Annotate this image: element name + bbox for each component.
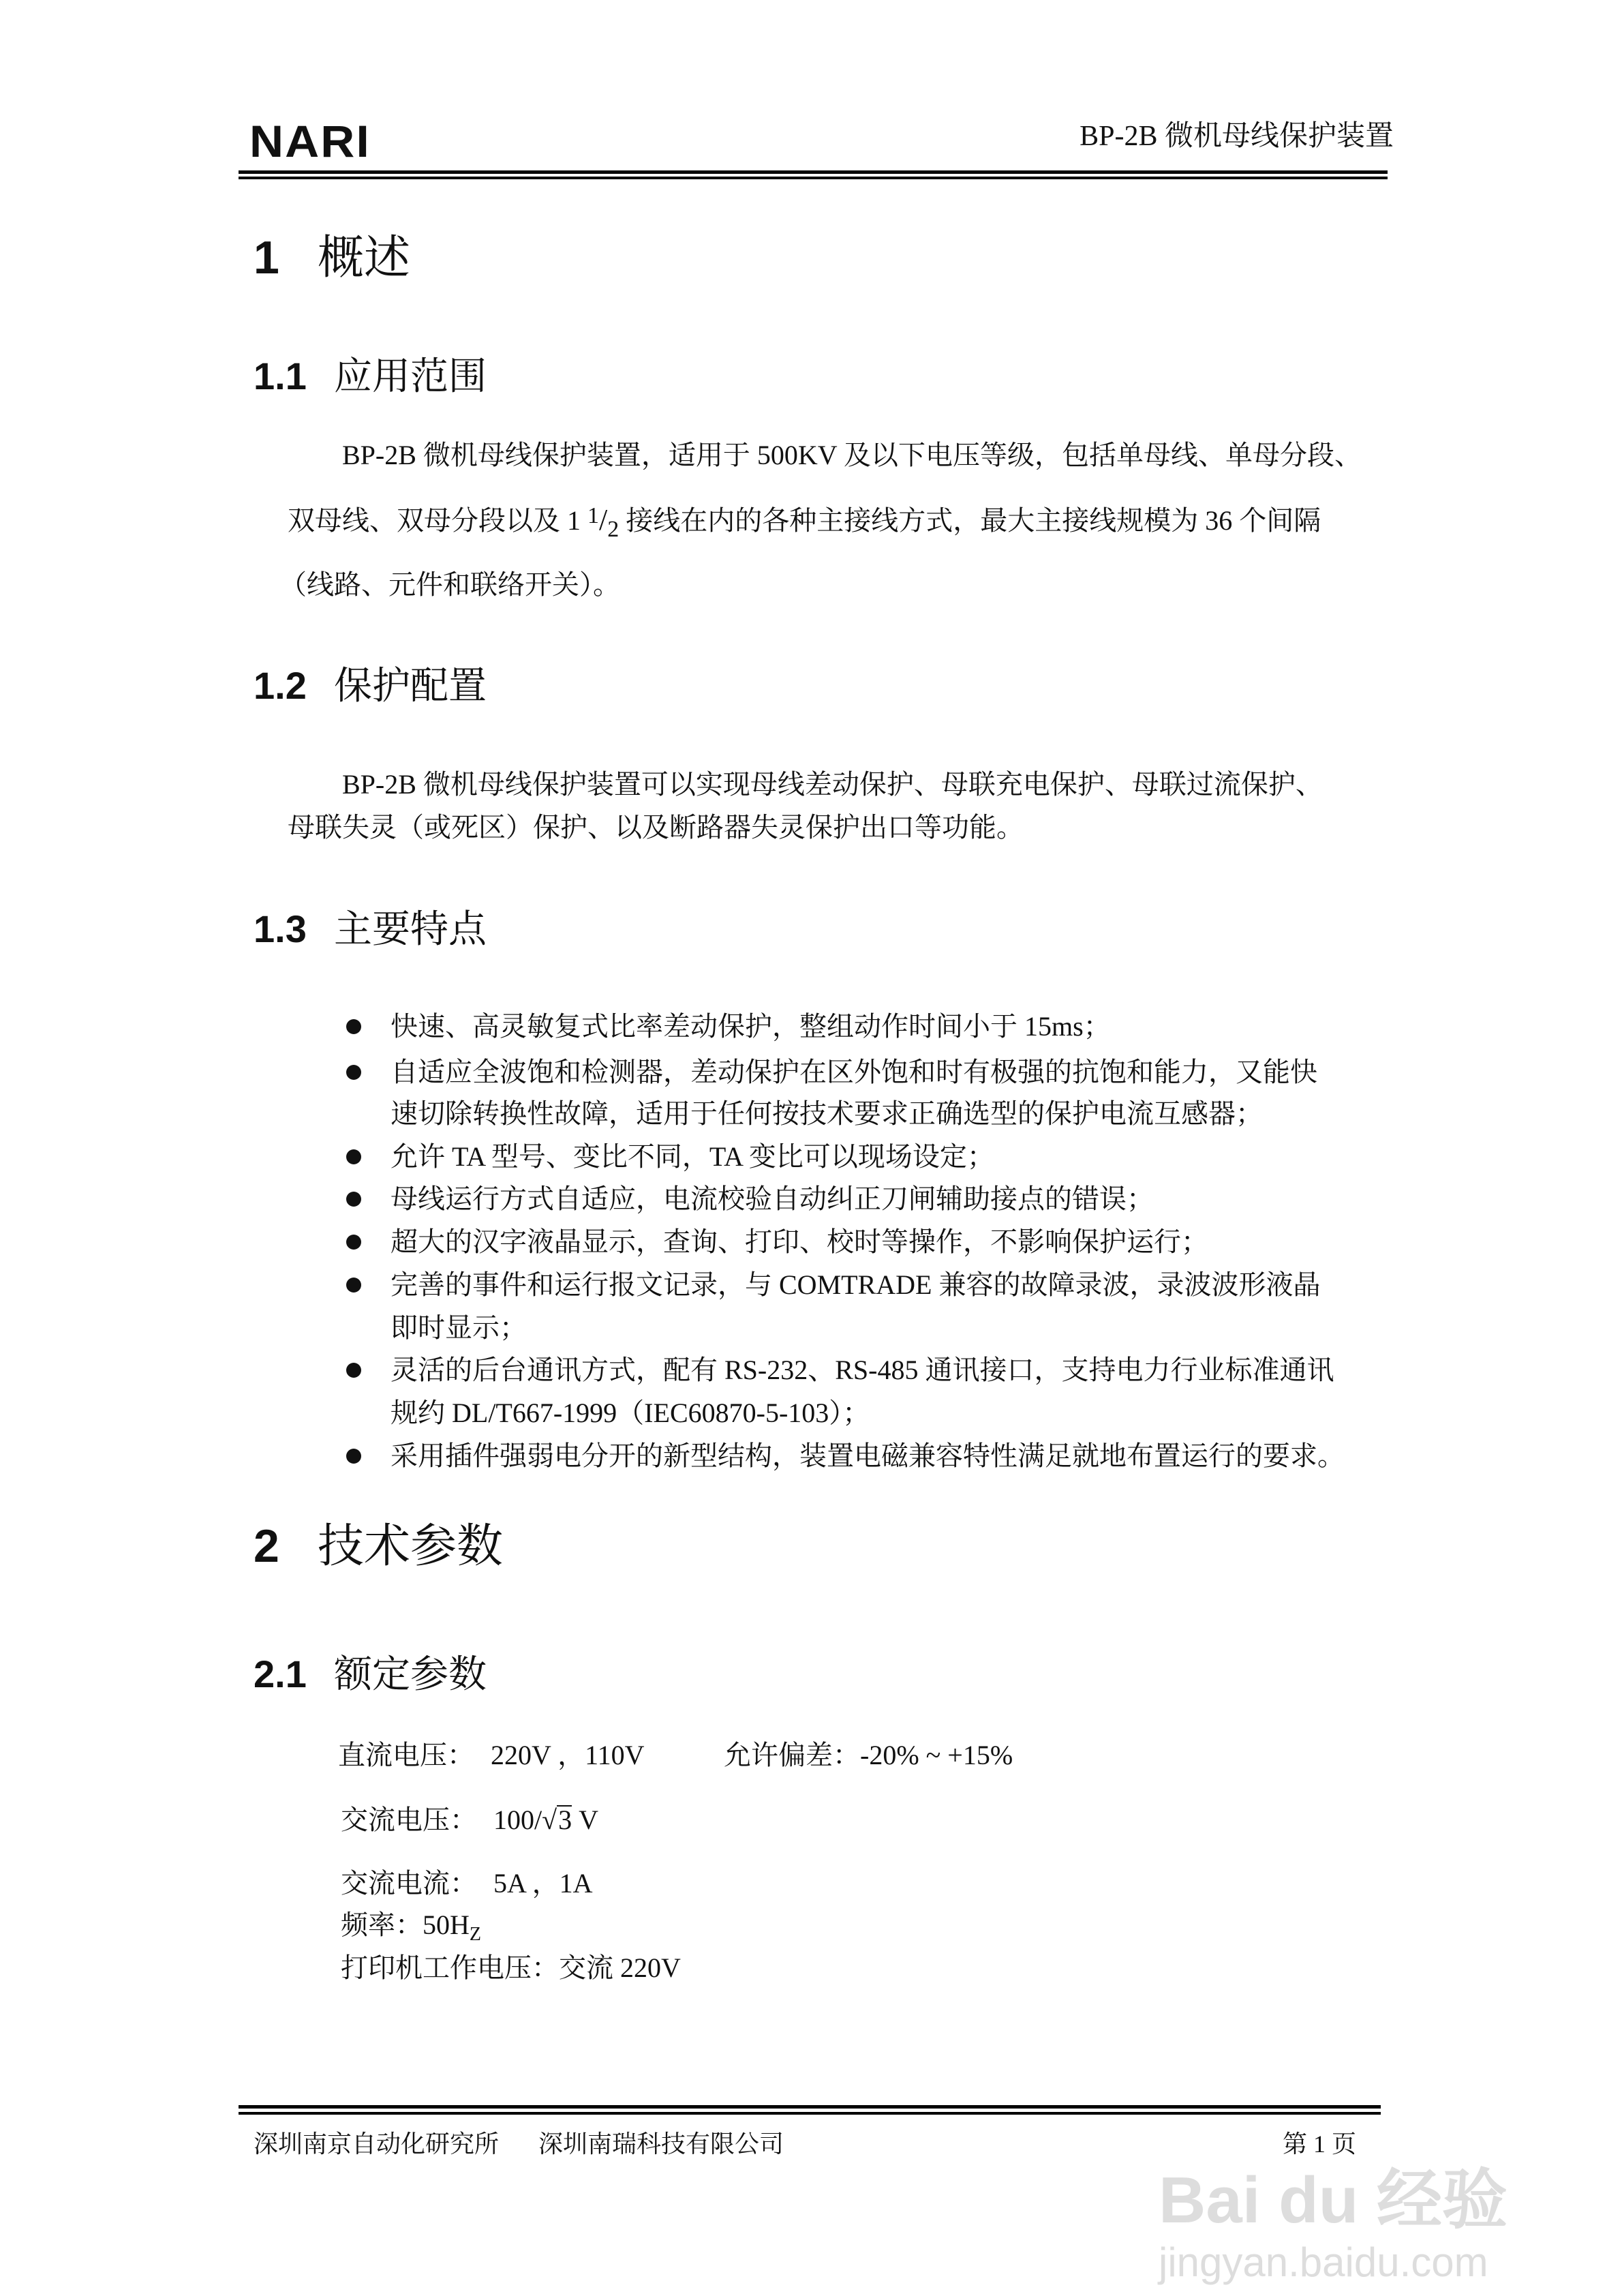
page-number	[1283, 2127, 1356, 2161]
param-value: 5A ，1A	[493, 1868, 593, 1899]
footer-org-1: 深圳南京自动化研究所	[254, 2130, 500, 2158]
section-number: 2.1	[254, 1652, 307, 1695]
param-label: 打印机工作电压：	[341, 1952, 559, 1983]
feature-item-line: 灵活的后台通讯方式，配有 RS-232、RS-485 通讯接口，支持电力行业标准通讯	[391, 1355, 1334, 1385]
text: 接线在内的各种主接线方式，最大主接线规模为 36 个间隔	[626, 505, 1321, 536]
param-label: 交流电流：	[341, 1868, 477, 1899]
param-label: 交流电压：	[341, 1804, 477, 1835]
param-frequency	[341, 1906, 481, 1954]
section-title: 主要特点	[334, 907, 487, 950]
sqrt-symbol: √	[542, 1804, 557, 1835]
paragraph-line: BP-2B 微机母线保护装置可以实现母线差动保护、母联充电保护、母联过流保护、	[342, 769, 1323, 800]
param-unit: V	[579, 1804, 598, 1835]
sqrt-value: 3	[558, 1804, 572, 1835]
paragraph-line: BP-2B 微机母线保护装置，适用于 500KV 及以下电压等级，包括单母线、单母分段、	[342, 440, 1362, 470]
feature-item-line: 快速、高灵敏复式比率差动保护，整组动作时间小于 15ms；	[391, 1011, 1111, 1042]
param-label: 直流电压：	[338, 1740, 474, 1770]
param-printer-voltage	[341, 1949, 681, 1987]
page-prefix: 第	[1283, 2130, 1308, 2158]
section-title: 额定参数	[334, 1652, 487, 1695]
fraction-slash: /	[599, 503, 608, 537]
feature-item-line: 自适应全波饱和检测器，差动保护在区外饱和时有极强的抗饱和能力，又能快	[391, 1057, 1317, 1087]
nari-logo: NARI	[249, 116, 371, 166]
footer-org-2: 深圳南瑞科技有限公司	[538, 2130, 784, 2158]
param-value: 100/	[493, 1804, 542, 1835]
section-number: 1.3	[254, 907, 307, 950]
feature-item-line: 允许 TA 型号、变比不同，TA 变比可以现场设定；	[391, 1141, 994, 1172]
fraction-denominator: 2	[607, 517, 619, 542]
section-number: 1.1	[254, 354, 307, 397]
bullet-icon	[346, 1278, 361, 1293]
section-number: 2	[254, 1520, 279, 1572]
bullet-icon	[346, 1149, 361, 1164]
feature-item-line: 采用插件强弱电分开的新型结构，装置电磁兼容特性满足就地布置运行的要求。	[391, 1440, 1345, 1471]
feature-item-line: 速切除转换性故障，适用于任何按技术要求正确选型的保护电流互感器；	[391, 1098, 1263, 1129]
footer-rule-bottom	[239, 2112, 1381, 2115]
section-number: 1	[254, 232, 279, 284]
bullet-icon	[346, 1363, 361, 1378]
watermark-brand: Bai du 经验	[1159, 2164, 1508, 2237]
paragraph-line: （线路、元件和联络开关）。	[279, 569, 620, 600]
text: 双母线、双母分段以及	[288, 505, 560, 536]
section-1-1-heading	[254, 352, 487, 400]
param-subscript: Z	[469, 1924, 481, 1945]
header-rule-top	[239, 170, 1388, 174]
paragraph-line	[288, 497, 1321, 549]
param-label: 允许偏差：	[724, 1740, 860, 1770]
section-2-heading	[254, 1519, 503, 1573]
fraction-numerator: 1	[587, 503, 599, 528]
footer-rule-top	[239, 2105, 1381, 2109]
watermark-url: jingyan.baidu.com	[1159, 2239, 1488, 2285]
bullet-icon	[346, 1192, 361, 1207]
param-ac-voltage	[341, 1801, 598, 1839]
bullet-icon	[346, 1019, 361, 1034]
section-title: 概述	[318, 232, 411, 284]
feature-item-line: 母线运行方式自适应，电流校验自动纠正刀闸辅助接点的错误；	[391, 1183, 1154, 1214]
param-dc-voltage	[338, 1736, 645, 1774]
section-1-3-heading	[254, 905, 487, 953]
feature-item-line: 即时显示；	[391, 1312, 527, 1343]
page-suffix: 页	[1332, 2130, 1357, 2158]
section-title: 技术参数	[318, 1520, 504, 1572]
section-2-1-heading	[254, 1650, 487, 1698]
paragraph-line: 母联失灵（或死区）保护、以及断路器失灵保护出口等功能。	[288, 812, 1024, 843]
header-rule-bottom	[239, 177, 1388, 179]
section-title: 保护配置	[334, 664, 487, 707]
bullet-icon	[346, 1235, 361, 1250]
fraction-one-and-half	[567, 497, 619, 549]
feature-item-line: 超大的汉字液晶显示，查询、打印、校时等操作，不影响保护运行；	[391, 1226, 1208, 1257]
bullet-icon	[346, 1065, 361, 1080]
param-label: 频率：	[341, 1909, 423, 1940]
section-1-2-heading	[254, 662, 487, 710]
fraction-whole: 1	[567, 505, 581, 536]
section-title: 应用范围	[334, 354, 487, 397]
header-title: BP-2B 微机母线保护装置	[1080, 121, 1394, 152]
feature-item-line: 规约 DL/T667-1999（IEC60870-5-103）；	[391, 1398, 870, 1428]
bullet-icon	[346, 1449, 361, 1464]
param-value: -20% ~ +15%	[860, 1740, 1013, 1770]
section-number: 1.2	[254, 664, 307, 707]
feature-item-line: 完善的事件和运行报文记录，与 COMTRADE 兼容的故障录波，录波波形液晶	[391, 1269, 1321, 1300]
page-num: 1	[1313, 2130, 1326, 2158]
section-1-heading	[254, 230, 410, 285]
param-value: 50H	[423, 1909, 470, 1940]
param-tolerance	[724, 1736, 1013, 1774]
param-ac-current	[341, 1864, 593, 1903]
param-value: 220V ，110V	[491, 1740, 645, 1770]
param-value: 交流 220V	[559, 1952, 681, 1983]
